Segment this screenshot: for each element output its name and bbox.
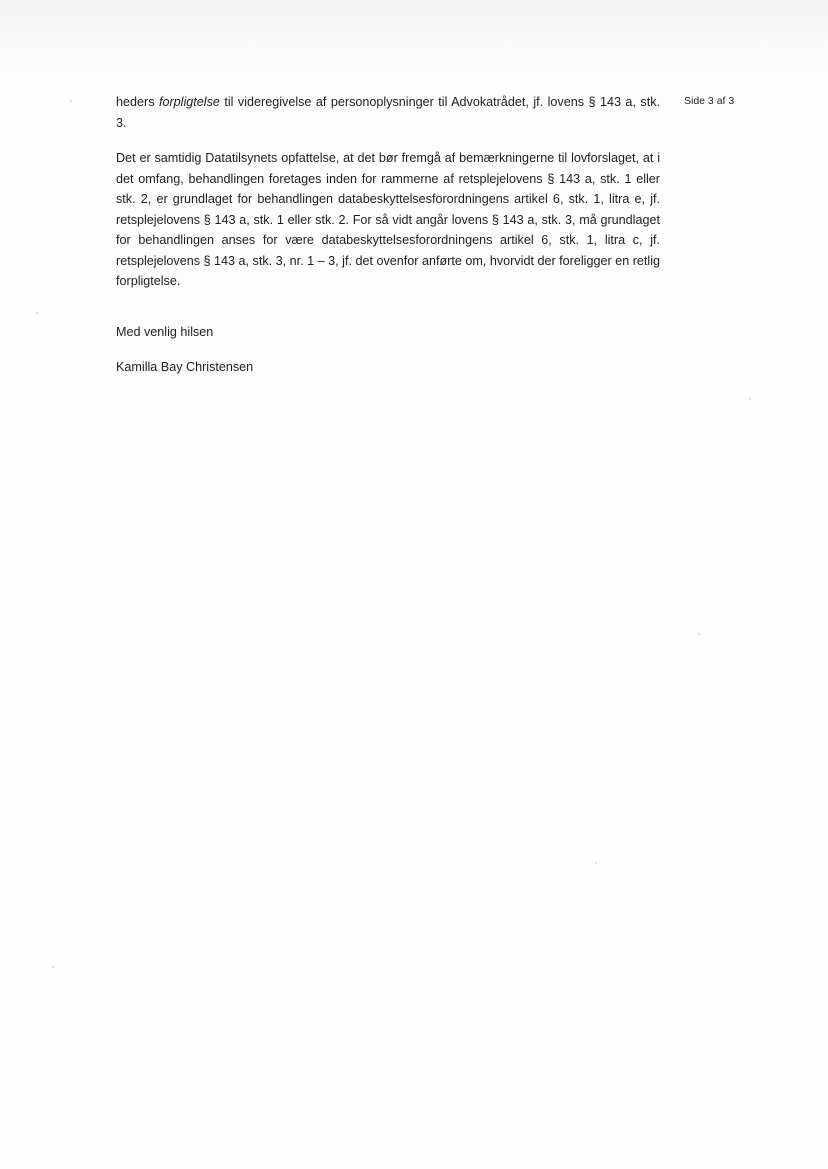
scan-speck [52, 966, 54, 968]
paragraph1-text-before: heders [116, 95, 159, 109]
scan-speck [595, 862, 597, 864]
page-number: Side 3 af 3 [684, 95, 735, 107]
signature-name: Kamilla Bay Christensen [116, 360, 254, 374]
scan-speck [36, 312, 38, 314]
paragraph-assessment: Det er samtidig Datatilsynets opfattelse, at det bør fremgå af bemærkningerne til lovforslaget, at i det omfang, behandlingen foretages inden for rammerne af retsplejelovens § 143 a, stk. 1 eller stk. 2, er grundlaget for behandlingen databeskyttelsesforordningens artikel 6, stk. 1, litra e, jf. retsplejelovens § 143 a, stk. 1 eller stk. 2. For så vidt angår lovens § 143 a, stk. 3, må grundlaget for behandlingen anses for være databeskyttelsesforordningens artikel 6, stk. 1, litra c, jf. retsplejelovens § 143 a, stk. 3, nr. 1 – 3, jf. det ovenfor anførte om, hvorvidt der foreligger en retlig forpligtelse. [116, 151, 660, 288]
closing-greeting: Med venlig hilsen [116, 324, 214, 339]
letter-body [116, 92, 660, 378]
scan-speck [698, 633, 700, 635]
scan-speck [749, 398, 751, 400]
paragraph-continuation [116, 92, 660, 133]
scan-shadow [0, 0, 828, 70]
scan-speck [70, 100, 72, 102]
paragraph1-emphasis: forpligtelse [158, 95, 220, 109]
paragraph1-text-after: til videregivelse af personoplysninger til Advokatrådet, jf. lovens § 143 a, stk. 3. [116, 95, 660, 130]
